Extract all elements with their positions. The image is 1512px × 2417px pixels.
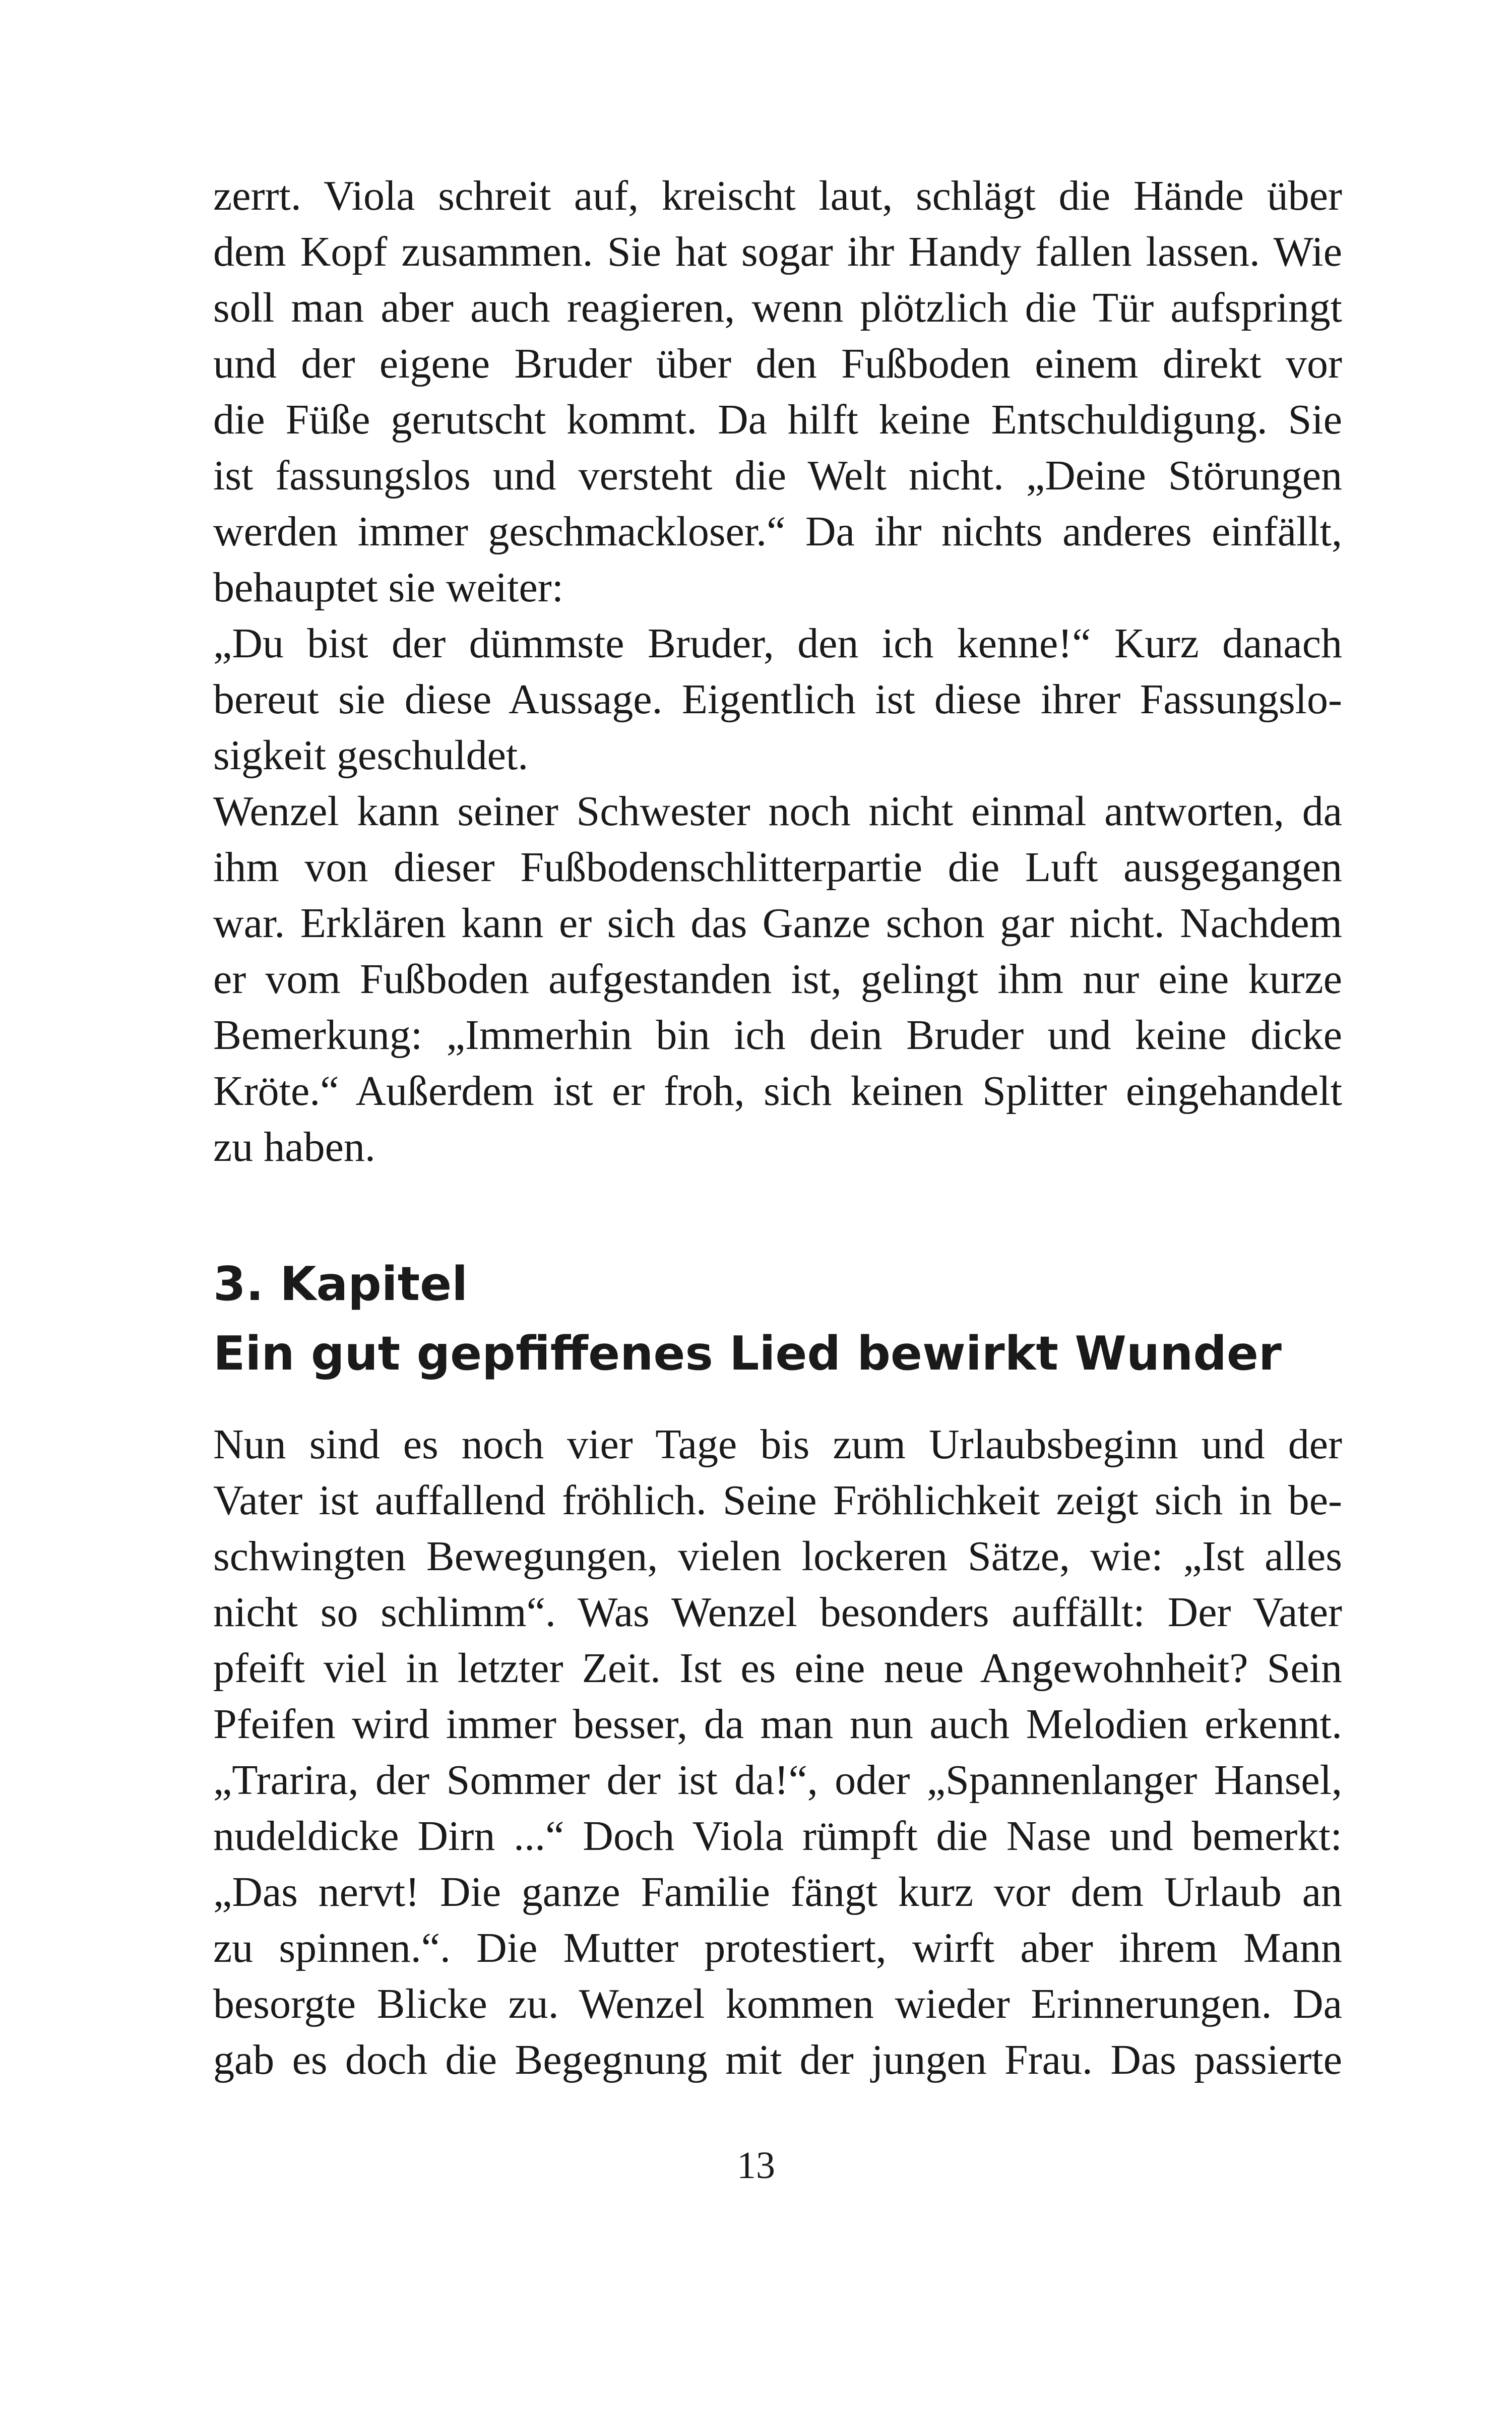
- text-line: soll man aber auch reagieren, wenn plötzlich die Tür aufspringt: [213, 284, 1342, 331]
- text-line: nicht so schlimm“. Was Wenzel besonders auffällt: Der Vater: [213, 1589, 1342, 1636]
- text-line: Vater ist auffallend fröhlich. Seine Fröhlichkeit zeigt sich in be-: [213, 1477, 1342, 1524]
- body-text-top: [213, 168, 1342, 1175]
- chapter-heading: [213, 1249, 1342, 1388]
- text-line: „Das nervt! Die ganze Familie fängt kurz vor dem Urlaub an: [213, 1869, 1342, 1915]
- text-line: ihm von dieser Fußbodenschlitterpartie die Luft ausgegangen: [213, 844, 1342, 891]
- text-line: werden immer geschmackloser.“ Da ihr nichts anderes einfällt,: [213, 508, 1342, 555]
- text-line: besorgte Blicke zu. Wenzel kommen wieder Erinnerungen. Da: [213, 1980, 1342, 2027]
- text-line: sigkeit geschuldet.: [213, 732, 529, 779]
- text-line: Pfeifen wird immer besser, da man nun auch Melodien erkennt.: [213, 1701, 1342, 1748]
- text-line: nudeldicke Dirn ...“ Doch Viola rümpft die Nase und bemerkt:: [213, 1813, 1342, 1860]
- text-line: behauptet sie weiter:: [213, 564, 564, 611]
- chapter-title: Ein gut gepfiffenes Lied bewirkt Wunder: [213, 1326, 1282, 1381]
- text-line: dem Kopf zusammen. Sie hat sogar ihr Handy fallen lassen. Wie: [213, 228, 1342, 275]
- text-line: zerrt. Viola schreit auf, kreischt laut, schlägt die Hände über: [213, 172, 1342, 219]
- text-line: bereut sie diese Aussage. Eigentlich ist diese ihrer Fassungslo-: [213, 676, 1342, 723]
- page-number: 13: [737, 2144, 775, 2187]
- text-line: „Du bist der dümmste Bruder, den ich kenne!“ Kurz danach: [213, 620, 1342, 667]
- text-line: die Füße gerutscht kommt. Da hilft keine Entschuldigung. Sie: [213, 396, 1342, 443]
- text-line: Wenzel kann seiner Schwester noch nicht einmal antworten, da: [213, 788, 1342, 835]
- text-line: Bemerkung: „Immerhin bin ich dein Bruder und keine dicke: [213, 1012, 1342, 1059]
- text-line: zu haben.: [213, 1124, 375, 1170]
- text-line: zu spinnen.“. Die Mutter protestiert, wirft aber ihrem Mann: [213, 1925, 1342, 1971]
- text-line: Nun sind es noch vier Tage bis zum Urlaubsbeginn und der: [213, 1421, 1342, 1468]
- chapter-number: 3. Kapitel: [213, 1257, 468, 1311]
- text-line: ist fassungslos und versteht die Welt nicht. „Deine Störungen: [213, 452, 1342, 499]
- body-text-bottom: [213, 1416, 1342, 2088]
- text-line: und der eigene Bruder über den Fußboden einem direkt vor: [213, 340, 1342, 387]
- text-line: schwingten Bewegungen, vielen lockeren Sätze, wie: „Ist alles: [213, 1533, 1342, 1580]
- text-line: er vom Fußboden aufgestanden ist, gelingt ihm nur eine kurze: [213, 956, 1342, 1003]
- text-line: gab es doch die Begegnung mit der jungen Frau. Das passierte: [213, 2036, 1342, 2083]
- text-line: Kröte.“ Außerdem ist er froh, sich keinen Splitter eingehandelt: [213, 1068, 1342, 1114]
- text-line: war. Erklären kann er sich das Ganze schon gar nicht. Nachdem: [213, 900, 1342, 947]
- text-line: „Trarira, der Sommer der ist da!“, oder „Spannenlanger Hansel,: [213, 1757, 1342, 1804]
- text-line: pfeift viel in letzter Zeit. Ist es eine neue Angewohnheit? Sein: [213, 1645, 1342, 1692]
